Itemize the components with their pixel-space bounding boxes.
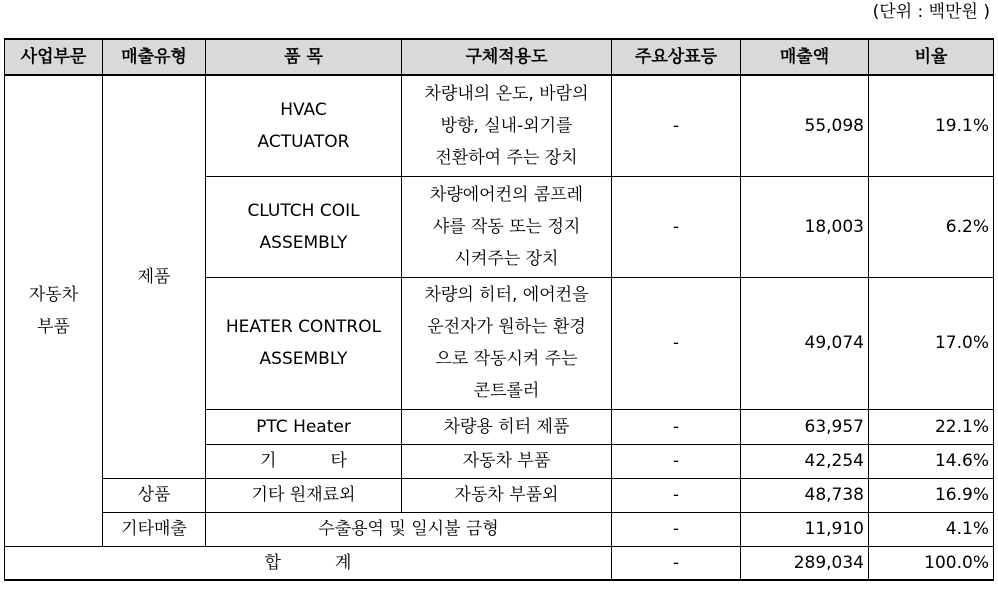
type-goods-cell: 상품: [103, 478, 206, 512]
item-use-cell: 수출용역 및 일시불 금형: [206, 512, 612, 546]
unit-note: (단위 : 백만원 ): [872, 2, 990, 22]
header-ratio: 비율: [869, 39, 994, 75]
type-other-cell: 기타매출: [103, 512, 206, 546]
use-cell: 자동차 부품: [402, 444, 612, 478]
header-item: 품 목: [206, 39, 402, 75]
use-cell: 차량의 히터, 에어컨을 운전자가 원하는 환경 으로 작동시켜 주는 콘트롤러: [402, 277, 612, 409]
use-cell: 자동차 부품외: [402, 478, 612, 512]
segment-cell: 자동차 부품: [5, 75, 103, 546]
brand-cell: -: [612, 75, 741, 176]
ratio-cell: 22.1%: [869, 409, 994, 444]
item-cell: HVAC ACTUATOR: [206, 75, 402, 176]
item-cell: 기 타: [206, 444, 402, 478]
total-sales-cell: 289,034: [741, 546, 869, 580]
brand-cell: -: [612, 176, 741, 277]
brand-cell: -: [612, 277, 741, 409]
ratio-cell: 19.1%: [869, 75, 994, 176]
sales-cell: 18,003: [741, 176, 869, 277]
header-row: [5, 39, 994, 75]
table-row: [5, 478, 994, 512]
ratio-cell: 4.1%: [869, 512, 994, 546]
ratio-cell: 17.0%: [869, 277, 994, 409]
item-cell: HEATER CONTROL ASSEMBLY: [206, 277, 402, 409]
header-use: 구체적용도: [402, 39, 612, 75]
total-ratio-cell: 100.0%: [869, 546, 994, 580]
total-row: [5, 546, 994, 580]
type-product-cell: 제품: [103, 75, 206, 478]
sales-cell: 63,957: [741, 409, 869, 444]
brand-cell: -: [612, 512, 741, 546]
sales-cell: 48,738: [741, 478, 869, 512]
header-segment: 사업부문: [5, 39, 103, 75]
ratio-cell: 6.2%: [869, 176, 994, 277]
header-brand: 주요상표등: [612, 39, 741, 75]
total-label: 합 계: [5, 546, 612, 580]
item-cell: 기타 원재료외: [206, 478, 402, 512]
sales-table: [4, 38, 994, 581]
sales-cell: 11,910: [741, 512, 869, 546]
sales-cell: 55,098: [741, 75, 869, 176]
sales-cell: 49,074: [741, 277, 869, 409]
brand-cell: -: [612, 409, 741, 444]
brand-cell: -: [612, 478, 741, 512]
use-cell: 차량용 히터 제품: [402, 409, 612, 444]
total-brand-cell: -: [612, 546, 741, 580]
brand-cell: -: [612, 444, 741, 478]
ratio-cell: 16.9%: [869, 478, 994, 512]
table-row: [5, 512, 994, 546]
use-cell: 차량에어컨의 콤프레 샤를 작동 또는 정지 시켜주는 장치: [402, 176, 612, 277]
item-cell: PTC Heater: [206, 409, 402, 444]
use-cell: 차량내의 온도, 바람의 방향, 실내-외기를 전환하여 주는 장치: [402, 75, 612, 176]
item-cell: CLUTCH COIL ASSEMBLY: [206, 176, 402, 277]
ratio-cell: 14.6%: [869, 444, 994, 478]
header-sales-type: 매출유형: [103, 39, 206, 75]
sales-cell: 42,254: [741, 444, 869, 478]
table-row: [5, 75, 994, 176]
header-sales: 매출액: [741, 39, 869, 75]
